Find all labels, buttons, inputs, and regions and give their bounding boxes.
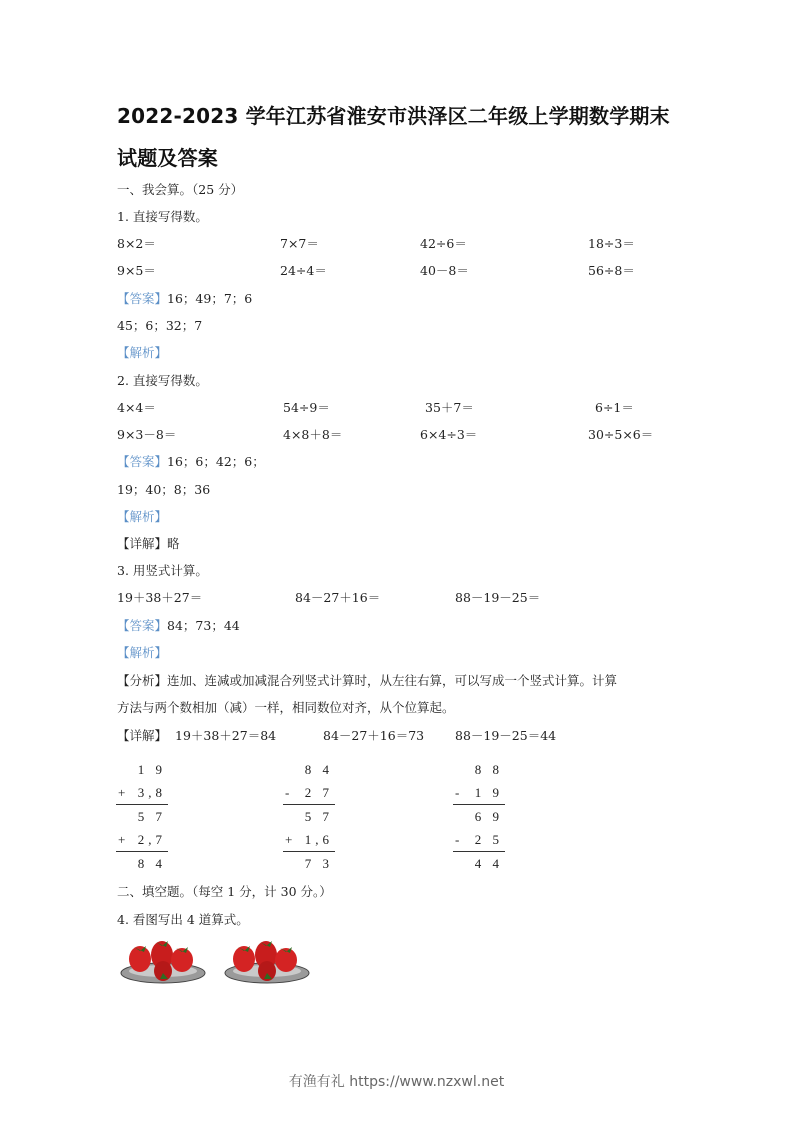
q2-item: 4×8＋8＝: [283, 427, 343, 442]
vertical-calc-row: [455, 828, 503, 851]
q2-analysis-tag: 【解析】: [117, 509, 168, 524]
vertical-calc-row: [455, 805, 503, 828]
q2-item: 9×3－8＝: [117, 427, 177, 442]
q1-item: 56÷8＝: [588, 263, 635, 278]
q2-detail: 【详解】略: [117, 536, 180, 551]
fenxi-tag: 【分析】: [117, 673, 168, 688]
vertical-calc-row: [118, 805, 166, 828]
q1-item: 9×5＝: [117, 263, 156, 278]
q3-label: 3. 用竖式计算。: [117, 563, 208, 578]
q2-item: 30÷5×6＝: [588, 427, 654, 442]
vertical-calc-row: [118, 758, 166, 781]
digits: 2 5: [474, 832, 503, 847]
q1-answer-line2: 45；6；32；7: [117, 318, 203, 333]
q3-fenxi: [117, 671, 617, 689]
q1-item: 24÷4＝: [280, 263, 327, 278]
digits: 2,7: [137, 832, 166, 847]
detail-tag: 【详解】: [117, 728, 168, 743]
operator-sign: -: [285, 785, 290, 800]
vertical-calc-row: [455, 852, 503, 875]
digits: 2 7: [304, 785, 333, 800]
vertical-calc-2: [285, 758, 335, 875]
vertical-calc-row: [118, 781, 166, 804]
digits: 8 4: [304, 762, 333, 777]
q3-fenxi-line2: 方法与两个数相加（减）一样，相同数位对齐，从个位算起。: [117, 700, 455, 715]
detail-item: 84－27＋16＝73: [323, 728, 425, 743]
vertical-calc-row: [285, 828, 333, 851]
q1-item: 40－8＝: [420, 263, 469, 278]
digits: 5 7: [137, 809, 166, 824]
answer-text: 84；73；44: [167, 618, 240, 633]
digits: 1 9: [474, 785, 503, 800]
q2-answer-line2: 19；40；8；36: [117, 482, 211, 497]
digits: 6 9: [474, 809, 503, 824]
q1-answer: [117, 289, 252, 307]
digits: 3,8: [137, 785, 166, 800]
section2-heading: 二、填空题。（每空 1 分，计 30 分。）: [117, 884, 332, 899]
document-title-line2: 试题及答案: [117, 146, 218, 170]
operator-sign: -: [455, 785, 460, 800]
q3-answer: [117, 616, 240, 634]
q1-item: 18÷3＝: [588, 236, 635, 251]
digits: 8 4: [137, 856, 166, 871]
vertical-calc-1: [118, 758, 168, 875]
operator-sign: -: [455, 832, 460, 847]
q1-item: 42÷6＝: [420, 236, 467, 251]
detail-item: 19＋38＋27＝84: [175, 728, 277, 743]
digits: 1,6: [304, 832, 333, 847]
q3-detail: [117, 726, 677, 744]
q2-row-1: [117, 398, 677, 416]
q1-item: 7×7＝: [280, 236, 319, 251]
digits: 5 7: [304, 809, 333, 824]
q2-answer: [117, 452, 265, 470]
answer-tag: 【答案】: [117, 618, 168, 633]
q3-problem: 19＋38＋27＝: [117, 590, 203, 605]
digits: 7 3: [304, 856, 333, 871]
answer-tag: 【答案】: [117, 454, 168, 469]
strawberry-plate-image: [222, 935, 312, 985]
footer-watermark: 有渔有礼 https://www.nzxwl.net: [288, 1074, 505, 1090]
q3-analysis-tag: 【解析】: [117, 645, 168, 660]
answer-tag: 【答案】: [117, 291, 168, 306]
answer-text: 16；49；7；6: [167, 291, 253, 306]
q1-analysis-tag: 【解析】: [117, 345, 168, 360]
q1-row-1: [117, 234, 677, 252]
vertical-calc-row: [285, 852, 333, 875]
q1-item: 8×2＝: [117, 236, 156, 251]
vertical-calc-3: [455, 758, 505, 875]
strawberry-plate-image: [118, 935, 208, 985]
detail-item: 88－19－25＝44: [455, 728, 557, 743]
operator-sign: +: [118, 785, 126, 800]
vertical-calc-row: [455, 781, 503, 804]
q3-problem: 88－19－25＝: [455, 590, 541, 605]
q3-problem: 84－27＋16＝: [295, 590, 381, 605]
operator-sign: +: [285, 832, 293, 847]
q4-label: 4. 看图写出 4 道算式。: [117, 912, 249, 927]
q2-item: 35＋7＝: [425, 400, 474, 415]
q1-row-2: [117, 261, 677, 279]
vertical-calc-row: [285, 805, 333, 828]
digits: 4 4: [474, 856, 503, 871]
q2-row-2: [117, 425, 677, 443]
vertical-calc-row: [285, 781, 333, 804]
q2-item: 4×4＝: [117, 400, 156, 415]
vertical-calc-row: [285, 758, 333, 781]
digits: 8 8: [474, 762, 503, 777]
answer-text: 16；6；42；6；: [167, 454, 265, 469]
vertical-calc-row: [118, 828, 166, 851]
vertical-calc-row: [118, 852, 166, 875]
section1-heading: 一、我会算。（25 分）: [117, 182, 244, 197]
operator-sign: +: [118, 832, 126, 847]
q2-item: 6÷1＝: [595, 400, 634, 415]
q2-item: 54÷9＝: [283, 400, 330, 415]
vertical-calc-row: [455, 758, 503, 781]
q3-problems: [117, 588, 677, 606]
q2-item: 6×4÷3＝: [420, 427, 478, 442]
document-title-line1: 2022-2023 学年江苏省淮安市洪泽区二年级上学期数学期末: [117, 104, 670, 128]
fenxi-text: 连加、连减或加减混合列竖式计算时，从左往右算，可以写成一个竖式计算。计算: [167, 673, 618, 688]
digits: 1 9: [137, 762, 166, 777]
q2-label: 2. 直接写得数。: [117, 373, 208, 388]
q1-label: 1. 直接写得数。: [117, 209, 208, 224]
